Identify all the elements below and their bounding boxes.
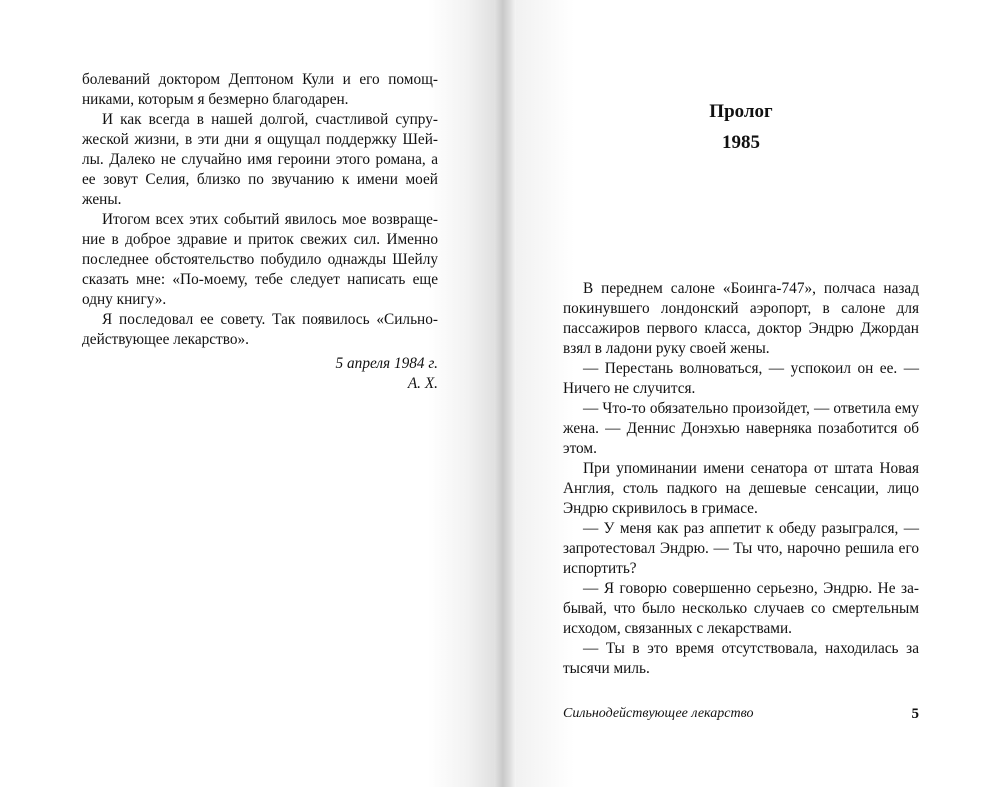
left-paragraph-3: Итогом всех этих событий явилось мое возвращение в доброе здравие и приток свежих сил. Именно последнее обстоятельство побудило однажды Шейлу сказать мне: «По-моему, тебе следует написать еще одну книгу». bbox=[82, 211, 438, 308]
left-paragraph-4: Я последовал ее совету. Так появилось «Сильнодействующее лекарство». bbox=[82, 311, 438, 348]
right-paragraph-7: — Ты в это время отсутствовала, находилась за тысячи миль. bbox=[563, 640, 919, 677]
signature-date: 5 апреля 1984 г. bbox=[335, 355, 438, 372]
left-page bbox=[0, 0, 498, 787]
right-paragraph-6: — Я говорю совершенно серьезно, Эндрю. Не забывай, что было несколько случаев со смертельным исходом, связанных с лекарствами. bbox=[563, 580, 919, 637]
book-gutter bbox=[494, 0, 516, 787]
right-paragraph-4: При упоминании имени сенатора от штата Новая Англия, столь падкого на дешевые сенсации, лицо Эндрю скривилось в гримасе. bbox=[563, 460, 919, 517]
left-paragraph-2: И как всегда в нашей долгой, счастливой супружеской жизни, в эти дни я ощущал поддержку Шейлы. Далеко не случайно имя героини этого романа, а ее зовут Селия, близко по звучанию к имени моей жены. bbox=[82, 111, 438, 208]
page-number: 5 bbox=[911, 706, 919, 722]
chapter-heading: Пролог bbox=[709, 101, 773, 122]
right-paragraph-1: В переднем салоне «Боинга-747», полчаса назад покинувшего лондонский аэропорт, в салоне для пассажиров первого класса, доктор Эндрю Джордан взял в ладони руку своей жены. bbox=[563, 280, 919, 357]
right-paragraph-2: — Перестань волноваться, — успокоил он ее. — Ничего не случится. bbox=[563, 360, 919, 397]
signature-initials: А. Х. bbox=[407, 375, 438, 392]
author-signature bbox=[82, 354, 438, 394]
right-page-text bbox=[563, 279, 919, 679]
left-paragraph-1: болеваний доктором Дептоном Кули и его помощниками, которым я безмерно благодарен. bbox=[82, 71, 438, 108]
right-paragraph-3: — Что-то обязательно произойдет, — ответила ему жена. — Деннис Донэхью наверняка позаботится об этом. bbox=[563, 400, 919, 457]
running-footer-title: Сильнодействующее лекарство bbox=[563, 706, 754, 721]
left-page-text bbox=[82, 70, 438, 350]
chapter-year: 1985 bbox=[722, 132, 760, 153]
right-paragraph-5: — У меня как раз аппетит к обеду разыгрался, — запротестовал Эндрю. — Ты что, нарочно решила его испортить? bbox=[563, 520, 919, 577]
